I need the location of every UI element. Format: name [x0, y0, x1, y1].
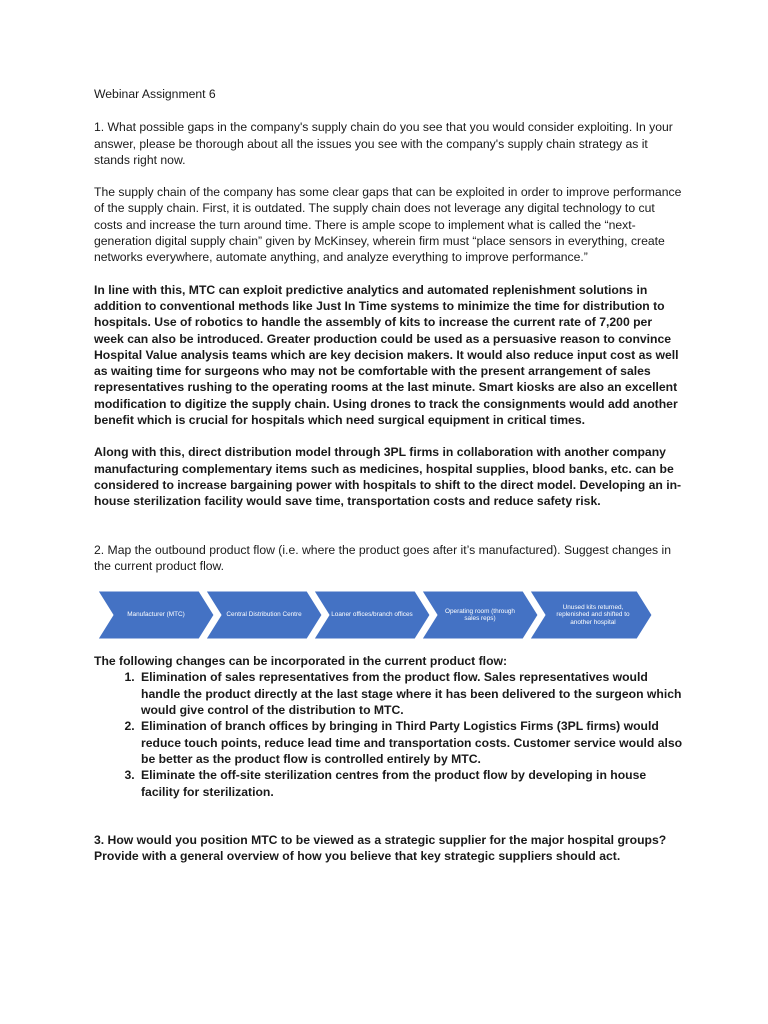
- change-item: 3. Eliminate the off-site sterilization centres from the product flow by developing in house facility for sterilization.: [138, 767, 684, 800]
- changes-intro: The following changes can be incorporated in the current product flow:: [94, 654, 508, 669]
- question-3: 3. How would you position MTC to be viewed as a strategic supplier for the major hospital groups? Provide with a general overview of how you believe that key strategic suppliers should act.: [94, 832, 667, 864]
- flow-step-2-label: Central Distribution Centre: [226, 611, 302, 619]
- flow-step-3-label: Loaner offices/branch offices: [331, 611, 413, 619]
- change-item: 2. Elimination of branch offices by bringing in Third Party Logistics Firms (3PL firms) would reduce touch points, reduce lead time and transportation costs. Customer service would also be better as the product flow is controlled entirely by MTC.: [138, 718, 684, 767]
- answer-1-paragraph-2: In line with this, MTC can exploit predictive analytics and automated replenishment solutions in addition to conventional methods like Just In Time systems to minimize the time for distribution to hospitals. Use of robotics to handle the assembly of kits to increase the current rate of 7,200 per week can also be introduced. Greater production could be used as a persuasive reason to convince Hospital Value analysis teams which are key decision makers. It would also reduce input cost as well as waiting time for surgeons who may not be comfortable with the present arrangement of sales representatives rushing to the operating rooms at the last minute. Smart kiosks are also an excellent modification to digitize the supply chain. Using drones to track the consignments would add another benefit which is crucial for hospitals which need surgical equipment in critical times.: [94, 282, 679, 428]
- question-2: 2. Map the outbound product flow (i.e. where the product goes after it’s manufactured). Suggest changes in the current product flow.: [94, 542, 671, 573]
- document-body: [94, 86, 684, 864]
- flow-step-1-label: Manufacturer (MTC): [127, 611, 185, 619]
- product-flow-diagram: [94, 591, 684, 639]
- flow-step-4-label: Operating room (through sales reps): [445, 607, 515, 623]
- answer-1-paragraph-1: The supply chain of the company has some clear gaps that can be exploited in order to improve performance of the supply chain. First, it is outdated. The supply chain does not leverage any digital technology to cut costs and increase the turn around time. There is ample scope to implement what is called the “next-generation digital supply chain” given by McKinsey, wherein firm must “place sensors in everything, create networks everywhere, automate anything, and analyze everything to improve performance.”: [94, 185, 682, 265]
- change-item: 1. Elimination of sales representatives from the product flow. Sales representatives would handle the product directly at the last stage where it has been delivered to the surgeon which would give control of the distribution to MTC.: [138, 669, 684, 718]
- document-title: Webinar Assignment 6: [94, 87, 216, 101]
- changes-list: [94, 669, 684, 799]
- flow-step-5-label: Unused kits returned, replenished and shifted to another hospital: [556, 603, 630, 626]
- question-1: 1. What possible gaps in the company's supply chain do you see that you would consider exploiting. In your answer, please be thorough about all the issues you see with the company's supply chain strategy as it stands right now.: [94, 120, 673, 167]
- answer-1-paragraph-3: Along with this, direct distribution model through 3PL firms in collaboration with another company manufacturing complementary items such as medicines, hospital supplies, blood banks, etc. can be considered to increase bargaining power with hospitals to shift to the direct model. Developing an in-house sterilization facility would save time, transportation costs and reduce safety risk.: [94, 445, 682, 509]
